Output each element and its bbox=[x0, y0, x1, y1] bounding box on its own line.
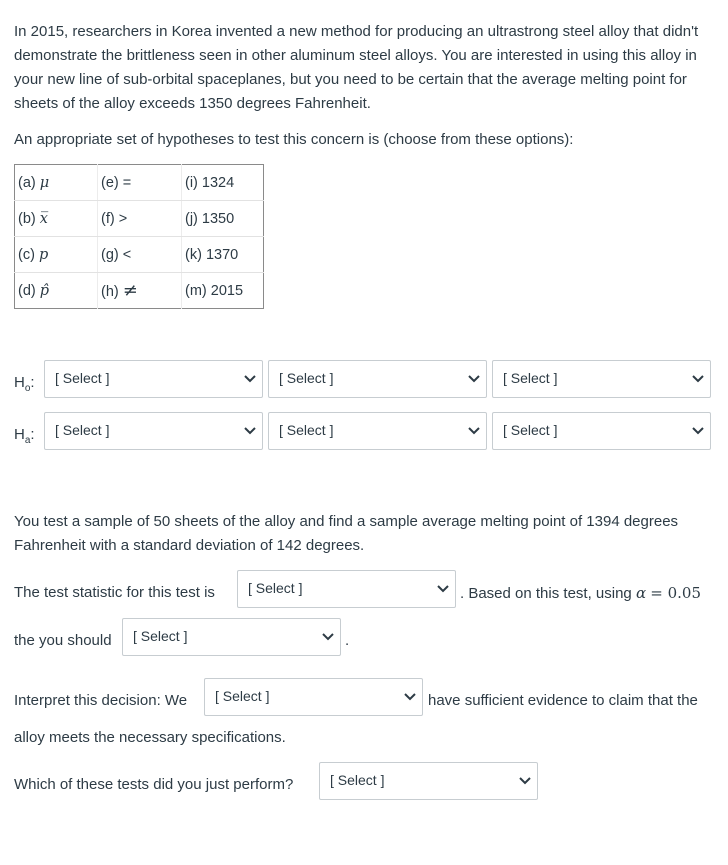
ha-parameter-select[interactable] bbox=[44, 412, 263, 450]
chevron-down-icon bbox=[692, 375, 704, 383]
select-value: [ Select ] bbox=[55, 422, 110, 438]
decision-select[interactable] bbox=[122, 618, 341, 656]
option-e: (e) = bbox=[98, 165, 182, 201]
select-value: [ Select ] bbox=[133, 628, 188, 644]
which-test-label: Which of these tests did you just perform? bbox=[14, 776, 294, 793]
option-c: (c) p bbox=[15, 237, 98, 273]
alpha-text: . Based on this test, using α = 0.05 bbox=[460, 584, 702, 602]
option-j: (j) 1350 bbox=[182, 201, 264, 237]
intro-paragraph: In 2015, researchers in Korea invented a new method for producing an ultrastrong steel alloy that didn't demonstrate the brittleness seen in other aluminum steel alloys. You are interested in using this alloy in your new line of sub-orbital spaceplanes, but you need to be certain that the average melting point for sheets of the alloy exceeds 1350 degrees Fahrenheit. bbox=[14, 23, 699, 112]
test-type-select[interactable] bbox=[319, 762, 538, 800]
ha-label: $H_a$: bbox=[14, 426, 35, 446]
chevron-down-icon bbox=[519, 777, 531, 785]
select-value: [ Select ] bbox=[503, 370, 558, 386]
test-statistic-select[interactable] bbox=[237, 570, 456, 608]
decision-period: . bbox=[345, 632, 350, 649]
option-f: (f) > bbox=[98, 201, 182, 237]
select-value: [ Select ] bbox=[55, 370, 110, 386]
chevron-down-icon bbox=[404, 693, 416, 701]
chevron-down-icon bbox=[468, 427, 480, 435]
hypotheses-prompt: An appropriate set of hypotheses to test this concern is (choose from these options): bbox=[14, 131, 574, 148]
option-k: (k) 1370 bbox=[182, 237, 264, 273]
option-d: (d) p̂ bbox=[15, 273, 98, 309]
interpret-continuation: have sufficient evidence to claim that the bbox=[428, 692, 698, 709]
decision-label: the you should bbox=[14, 632, 112, 649]
select-value: [ Select ] bbox=[248, 580, 303, 596]
chevron-down-icon bbox=[468, 375, 480, 383]
interpret-label: Interpret this decision: We bbox=[14, 692, 188, 709]
chevron-down-icon bbox=[692, 427, 704, 435]
select-value: [ Select ] bbox=[279, 422, 334, 438]
option-h: (h) ≠ bbox=[98, 273, 182, 309]
select-value: [ Select ] bbox=[503, 422, 558, 438]
table-row bbox=[15, 237, 264, 273]
chevron-down-icon bbox=[437, 585, 449, 593]
option-b: (b) x̅ bbox=[15, 201, 98, 237]
h0-value-select[interactable] bbox=[492, 360, 711, 398]
option-a: (a) μ bbox=[15, 165, 98, 201]
chevron-down-icon bbox=[244, 427, 256, 435]
ha-value-select[interactable] bbox=[492, 412, 711, 450]
table-row bbox=[15, 273, 264, 309]
select-value: [ Select ] bbox=[279, 370, 334, 386]
test-stat-label: The test statistic for this test is bbox=[14, 584, 215, 601]
h0-operator-select[interactable] bbox=[268, 360, 487, 398]
chevron-down-icon bbox=[322, 633, 334, 641]
ha-operator-select[interactable] bbox=[268, 412, 487, 450]
select-value: [ Select ] bbox=[215, 688, 270, 704]
table-row bbox=[15, 165, 264, 201]
interpret-select[interactable] bbox=[204, 678, 423, 716]
sample-paragraph: You test a sample of 50 sheets of the alloy and find a sample average melting point of 1394 degrees Fahrenheit with a standard deviation of 142 degrees. bbox=[14, 513, 679, 554]
table-row bbox=[15, 201, 264, 237]
options-table bbox=[14, 164, 264, 309]
interpret-line2: alloy meets the necessary specifications. bbox=[14, 729, 286, 746]
h0-parameter-select[interactable] bbox=[44, 360, 263, 398]
select-value: [ Select ] bbox=[330, 772, 385, 788]
option-g: (g) < bbox=[98, 237, 182, 273]
h0-label: $H_o$: bbox=[14, 374, 35, 394]
option-m: (m) 2015 bbox=[185, 282, 244, 299]
option-i: (i) 1324 bbox=[182, 165, 264, 201]
chevron-down-icon bbox=[244, 375, 256, 383]
